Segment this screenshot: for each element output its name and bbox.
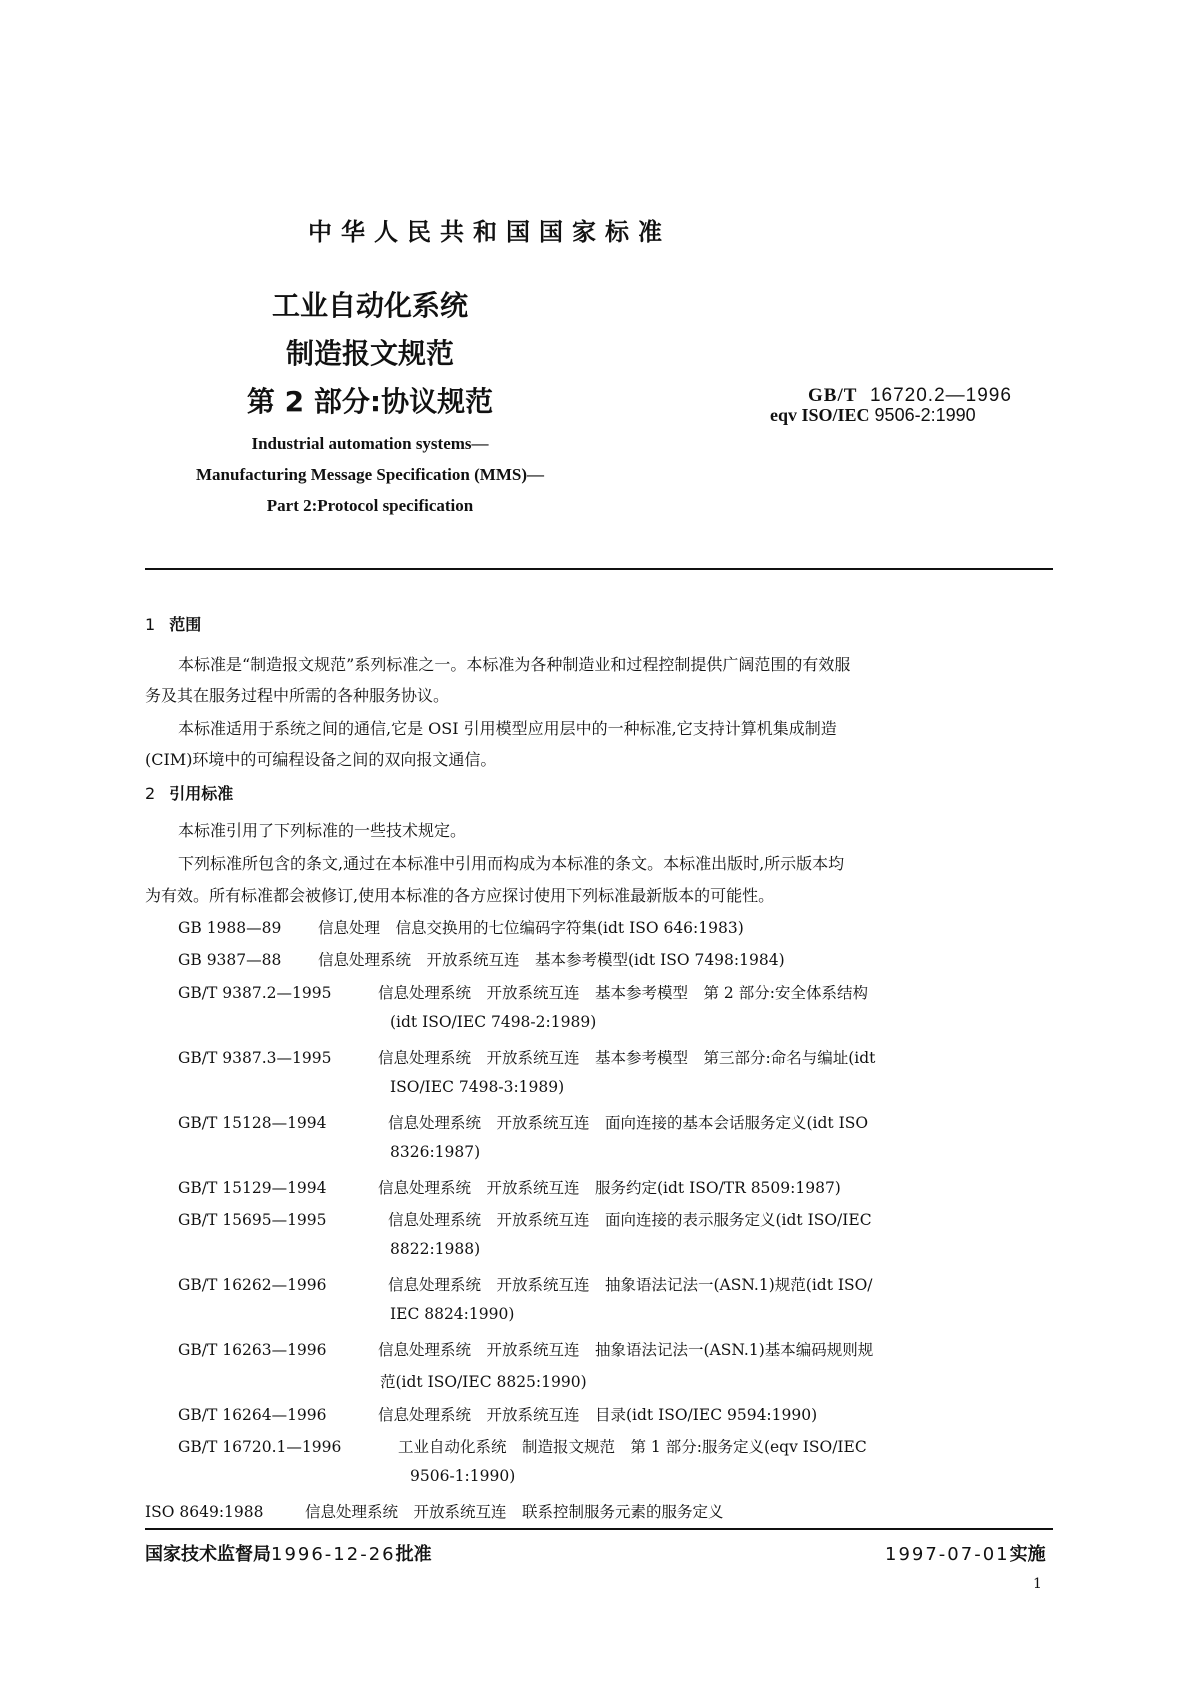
reference-text: 信息处理系统 开放系统互连 抽象语法记法一(ASN.1)规范(idt ISO/ [388, 1276, 873, 1294]
title-cn-line-3: 第 2 部分:协议规范 [246, 385, 494, 418]
section-title: 引用标准 [169, 784, 234, 803]
reference-code: ISO 8649:1988 [145, 1503, 264, 1521]
reference-continuation: 8822:1988) [390, 1240, 481, 1258]
reference-item [178, 981, 868, 1003]
section-title: 范围 [169, 615, 202, 634]
effective-info [885, 1540, 1046, 1566]
effective-label: 实施 [1009, 1544, 1046, 1565]
national-standard-heading: 中华人民共和国国家标准 [308, 218, 671, 246]
paragraph: (CIM)环境中的可编程设备之间的双向报文通信。 [145, 750, 497, 769]
paragraph: 本标准适用于系统之间的通信,它是 OSI 引用模型应用层中的一种标准,它支持计算机集成制造 [178, 719, 837, 738]
reference-text: 信息处理系统 开放系统互连 基本参考模型 第三部分:命名与编址(idt [378, 1049, 876, 1067]
reference-code: GB/T 9387.2—1995 [178, 984, 332, 1002]
section-number: 2 [145, 784, 156, 803]
reference-code: GB/T 15695—1995 [178, 1211, 327, 1229]
reference-text: 信息处理系统 开放系统互连 基本参考模型(idt ISO 7498:1984) [318, 951, 785, 969]
header-rule [145, 568, 1053, 570]
approval-label: 批准 [395, 1544, 432, 1565]
reference-text: 信息处理系统 开放系统互连 基本参考模型 第 2 部分:安全体系结构 [378, 984, 868, 1002]
title-cn-line-2: 制造报文规范 [285, 337, 454, 370]
title-en-line-3: Part 2:Protocol specification [266, 496, 474, 515]
approval-info [145, 1540, 432, 1566]
reference-code: GB 9387—88 [178, 951, 282, 969]
reference-item [178, 1273, 873, 1295]
paragraph: 为有效。所有标准都会被修订,使用本标准的各方应探讨使用下列标准最新版本的可能性。 [145, 886, 775, 905]
reference-text: 信息处理系统 开放系统互连 抽象语法记法一(ASN.1)基本编码规则规 [378, 1341, 874, 1359]
reference-continuation: IEC 8824:1990) [390, 1305, 515, 1323]
title-en-line-2: Manufacturing Message Specification (MMS)— [196, 465, 544, 484]
reference-code: GB/T 15128—1994 [178, 1114, 327, 1132]
reference-item [178, 1338, 873, 1360]
reference-text: 信息处理 信息交换用的七位编码字符集(idt ISO 646:1983) [318, 919, 744, 937]
reference-continuation: 9506-1:1990) [410, 1467, 516, 1485]
reference-item [178, 1046, 875, 1068]
title-cn-line-1: 工业自动化系统 [271, 289, 468, 322]
reference-text: 信息处理系统 开放系统互连 服务约定(idt ISO/TR 8509:1987) [378, 1179, 841, 1197]
paragraph: 务及其在服务过程中所需的各种服务协议。 [145, 686, 450, 705]
reference-item [145, 1500, 724, 1522]
reference-text: 信息处理系统 开放系统互连 面向连接的基本会话服务定义(idt ISO [388, 1114, 869, 1132]
reference-code: GB/T 16262—1996 [178, 1276, 327, 1294]
reference-item [178, 1111, 868, 1133]
reference-code: GB/T 9387.3—1995 [178, 1049, 332, 1067]
equivalence [770, 405, 976, 426]
reference-continuation: (idt ISO/IEC 7498-2:1989) [390, 1013, 597, 1031]
reference-code: GB/T 16264—1996 [178, 1406, 327, 1424]
reference-code: GB/T 16720.1—1996 [178, 1438, 342, 1456]
reference-continuation: 8326:1987) [390, 1143, 481, 1161]
reference-code: GB/T 16263—1996 [178, 1341, 327, 1359]
paragraph: 下列标准所包含的条文,通过在本标准中引用而构成为本标准的条文。本标准出版时,所示版本均 [178, 854, 845, 873]
footer-rule [145, 1528, 1053, 1530]
reference-code: GB 1988—89 [178, 919, 282, 937]
reference-code: GB/T 15129—1994 [178, 1179, 327, 1197]
section-number: 1 [145, 615, 156, 634]
paragraph: 本标准引用了下列标准的一些技术规定。 [178, 821, 467, 840]
standard-number-value: 16720.2—1996 [869, 385, 1012, 406]
title-en-line-1: Industrial automation systems— [251, 434, 489, 453]
approver: 国家技术监督局 [145, 1544, 271, 1565]
section-1-heading [145, 612, 201, 635]
approval-date: 1996-12-26 [271, 1544, 396, 1565]
reference-item [178, 1435, 867, 1457]
reference-item [178, 1208, 872, 1230]
equivalence-prefix: eqv ISO/IEC [770, 405, 870, 425]
reference-item [178, 1176, 841, 1198]
standard-number-prefix: GB/T [808, 385, 858, 406]
equivalence-value: 9506-2:1990 [874, 405, 976, 425]
section-2-heading [145, 781, 233, 804]
reference-text: 工业自动化系统 制造报文规范 第 1 部分:服务定义(eqv ISO/IEC [398, 1438, 867, 1456]
reference-continuation: ISO/IEC 7498-3:1989) [390, 1078, 565, 1096]
reference-item [178, 1403, 817, 1425]
reference-text: 信息处理系统 开放系统互连 联系控制服务元素的服务定义 [305, 1503, 724, 1521]
reference-text: 信息处理系统 开放系统互连 目录(idt ISO/IEC 9594:1990) [378, 1406, 818, 1424]
reference-item [178, 916, 744, 938]
standard-number [808, 385, 1012, 407]
reference-item [178, 948, 785, 970]
page-number: 1 [1033, 1576, 1042, 1592]
effective-date: 1997-07-01 [885, 1544, 1010, 1565]
reference-text: 信息处理系统 开放系统互连 面向连接的表示服务定义(idt ISO/IEC [388, 1211, 872, 1229]
reference-continuation: 范(idt ISO/IEC 8825:1990) [380, 1373, 587, 1391]
paragraph: 本标准是“制造报文规范”系列标准之一。本标准为各种制造业和过程控制提供广阔范围的有效服 [178, 655, 851, 674]
